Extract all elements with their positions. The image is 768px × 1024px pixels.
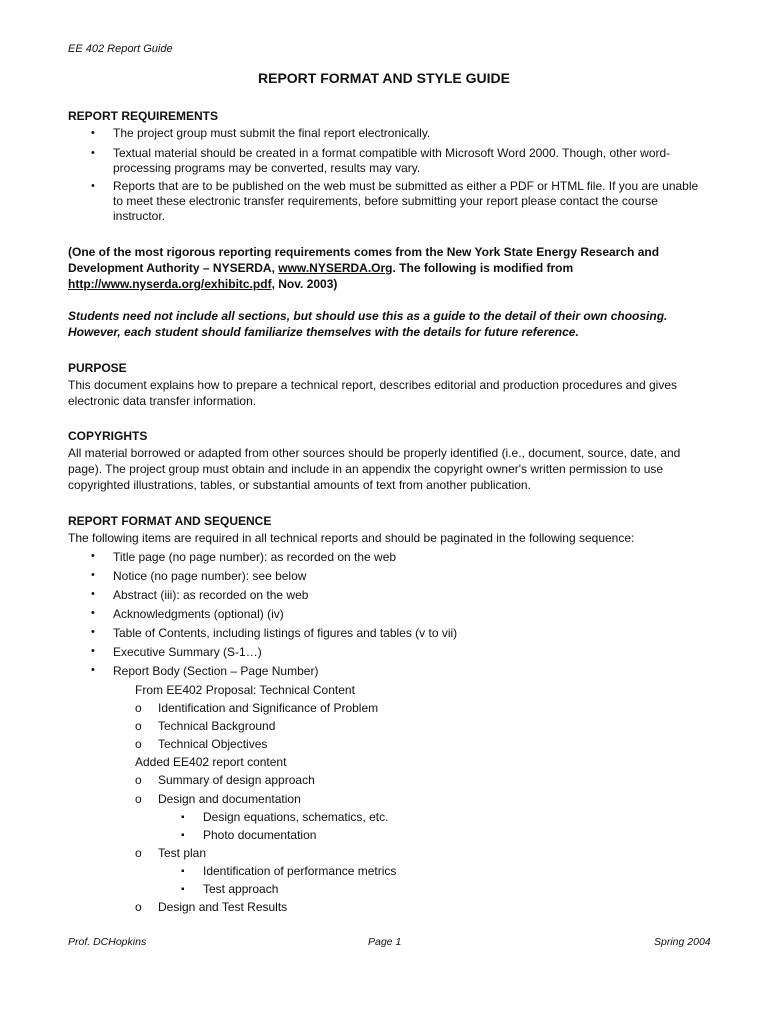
sub-list-item: Technical Objectives [158, 737, 268, 751]
nyserda-text-pre: (One of the most rigorous reporting requirements comes from the New York State Energy Research and Development Authority – NYSERDA, [68, 245, 660, 275]
sub-list-item: Design and Test Results [158, 900, 288, 914]
format-heading: REPORT FORMAT AND SEQUENCE [68, 514, 272, 528]
square-bullet-icon: ▪ [181, 812, 185, 823]
sub-sub-list-item: Design equations, schematics, etc. [203, 810, 389, 824]
sub-list-item: Technical Background [158, 719, 276, 733]
bullet-icon: • [91, 664, 95, 676]
bullet-icon: • [91, 569, 95, 581]
bullet-icon: • [91, 550, 95, 562]
format-intro: The following items are required in all technical reports and should be paginated in the following sequence: [68, 531, 635, 545]
square-bullet-icon: ▪ [181, 866, 185, 877]
list-item: The project group must submit the final report electronically. [113, 126, 431, 140]
list-item: Reports that are to be published on the web must be submitted as either a PDF or HTML file. If you are unable to meet these electronic transfer requirements, before submitting your report please contact the course instructor. [113, 179, 699, 223]
circle-bullet-icon: o [135, 719, 142, 733]
list-item: Abstract (iii): as recorded on the web [113, 588, 309, 602]
copyrights-heading: COPYRIGHTS [68, 429, 148, 443]
student-note: Students need not include all sections, but should use this as a guide to the detail of their own choosing. However, each student should familiarize themselves with the details for future reference. [68, 309, 668, 339]
circle-bullet-icon: o [135, 701, 142, 715]
bullet-icon: • [91, 607, 95, 619]
footer-term: Spring 2004 [654, 936, 711, 948]
exhibit-link[interactable]: http://www.nyserda.org/exhibitc.pdf [68, 277, 272, 291]
sub-list-item: Identification and Significance of Problem [158, 701, 379, 715]
square-bullet-icon: ▪ [181, 884, 185, 895]
bullet-icon: • [91, 645, 95, 657]
list-item: Acknowledgments (optional) (iv) [113, 607, 284, 621]
purpose-heading: PURPOSE [68, 361, 127, 375]
bullet-icon: • [91, 127, 95, 139]
nyserda-link[interactable]: www.NYSERDA.Org [278, 261, 393, 275]
square-bullet-icon: ▪ [181, 830, 185, 841]
copyrights-text: All material borrowed or adapted from other sources should be properly identified (i.e., document, source, date, and page). The project group must obtain and include in an appendix the copyright owner's written permission to use copyrighted illustrations, tables, or substantial amounts of text from another publication. [68, 446, 681, 492]
sub-label: Added EE402 report content [135, 755, 287, 769]
bullet-icon: • [91, 626, 95, 638]
sub-label: From EE402 Proposal: Technical Content [135, 683, 355, 697]
sub-list-item: Summary of design approach [158, 773, 315, 787]
list-item: Report Body (Section – Page Number) [113, 664, 319, 678]
sub-sub-list-item: Photo documentation [203, 828, 317, 842]
list-item: Notice (no page number): see below [113, 569, 307, 583]
running-head: EE 402 Report Guide [68, 43, 173, 55]
circle-bullet-icon: o [135, 737, 142, 751]
sub-sub-list-item: Test approach [203, 882, 279, 896]
circle-bullet-icon: o [135, 900, 142, 914]
circle-bullet-icon: o [135, 773, 142, 787]
page-title: REPORT FORMAT AND STYLE GUIDE [258, 70, 510, 86]
sub-list-item: Design and documentation [158, 792, 301, 806]
footer-author: Prof. DCHopkins [68, 936, 147, 948]
nyserda-paragraph [68, 244, 718, 292]
requirements-heading: REPORT REQUIREMENTS [68, 109, 219, 123]
nyserda-text-post: , Nov. 2003) [271, 277, 338, 291]
list-item: Title page (no page number): as recorded on the web [113, 550, 397, 564]
list-item: Executive Summary (S-1…) [113, 645, 262, 659]
bullet-icon: • [91, 147, 95, 159]
purpose-text: This document explains how to prepare a technical report, describes editorial and production procedures and gives electronic data transfer information. [68, 378, 678, 408]
list-item: Table of Contents, including listings of figures and tables (v to vii) [113, 626, 458, 640]
circle-bullet-icon: o [135, 792, 142, 806]
bullet-icon: • [91, 180, 95, 192]
list-item: Textual material should be created in a format compatible with Microsoft Word 2000. Though, other word-processing programs may be converted, results may vary. [113, 146, 671, 175]
bullet-icon: • [91, 588, 95, 600]
sub-list-item: Test plan [158, 846, 207, 860]
nyserda-text-mid: . The following is modified from [392, 261, 574, 275]
circle-bullet-icon: o [135, 846, 142, 860]
footer-page-number: Page 1 [368, 936, 402, 948]
sub-sub-list-item: Identification of performance metrics [203, 864, 397, 878]
